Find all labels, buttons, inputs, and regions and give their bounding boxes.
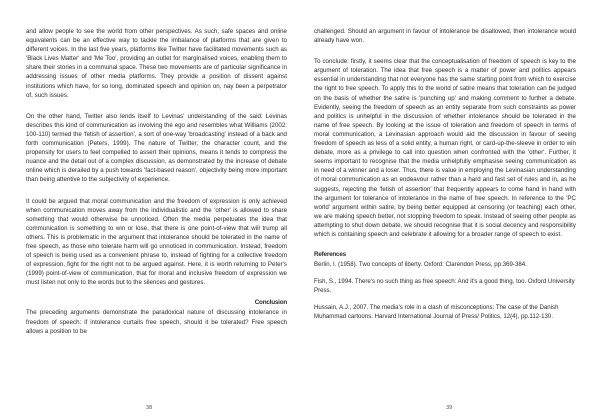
reference-item: Berlin, I. (1958). Two concepts of liberty. Oxford: Clarendon Press, pp.369-384. (314, 261, 527, 269)
page-number: 38 (146, 405, 153, 411)
reference-item: Hussain, A.J., 2007. The media's role in a clash of misconceptions: The case of the Danish Muhammad cartoons. Harvard International Journal of Press/ Politics, 12(4), pp.112-130. (314, 304, 559, 321)
page-number: 39 (446, 405, 453, 411)
reference-item: Fish, S., 1994. There's no such thing as free speech: And it's a good thing, too. Oxford University Press. (314, 278, 575, 295)
body-paragraph: and allow people to see the world from other perspectives. As such, safe spaces and online equivalents can be an effective way to tackle the imbalance of platforms that are given to different voices. In the last five years, platforms like Twitter have facilitated movements such as 'Black Lives Matter' and 'Me Too', providing an outlet for marginalised voices, enabling them to share their stories in a communal space. These two movements are of particular significance in addressing issues of other media platforms. They provide a position of dissent against institutions which have, for so long, dominated speech and opinion on, nay been a perpetrator of, such issues. (26, 28, 287, 99)
right-page (300, 0, 600, 420)
body-paragraph: It could be argued that moral communication and the freedom of expression is only achieved when communication moves away from the individualistic and the 'other' is allowed to share something that would otherwise be unnoticed. Often the media perpetuates the idea that communication is something to win or lose, that there is one point-of-view that will trump all others. This is problematic in the argument that intolerance should be tolerated in the name of free speech, as those who tolerate harm will go unnoticed in communication. Instead, freedom of speech is being used as a convenient phrase to, instead of fighting for a collective freedom of expression, fight for the right not to be argued against. Here, it is worth returning to Peter's (1999) point-of-view of communication, that for moral and inclusive freedom of expression we must listen not only to the words but to the silences and gestures. (26, 197, 287, 287)
conclusion-paragraph: The preceding arguments demonstrate the paradoxical nature of discussing intolerance in freedom of speech: if intolerance curtails free speech, should it be tolerated? Free speech allows a position to be (26, 309, 287, 335)
body-paragraph: To conclude: firstly, it seems clear that the conceptualisation of freedom of speech is key to the argument of toleration. The idea that free speech is a matter of power and politics appears essential in understanding that not everyone has the same starting point from which to exercise the right to free speech. To apply this to the world of satire means that toleration can be judged on the basis of whether the satire is 'punching up' and making comment to further a debate. Evidently, seeing the freedom of speech as an entity separate from such constraints as power and politics is unhelpful in the discussion of whether intolerance should be tolerated in the name of free speech. By looking at the issue of toleration and freedom of speech in terms of moral communication, a Levinasian approach would aid the discussion in favour of seeing freedom of speech as less of a solid entity, a human right, or card-up-the-sleeve in order to win debate, more as a privilege to call into question when confronted with the 'other'. Further, it seems important to recognise that the media unhelpfully emphasise seeing communication as in need of a winner and a loser. Thus, there is value in employing the Levinasian understanding of moral communication as an endeavour rather than a hard and fast set of rules and in, as he suggests, rejecting the 'fetish of assertion' that frequently appears to come hand in hand with the argument for tolerance of intolerance in the name of free speech. In reference to the 'PC world' argument within satire, by being better equipped at censoring (or teaching) each other, we are making speech better, not stopping freedom to speak. Instead of seeing other people as attempting to shut down debate, we should recognise that it is social decency and responsibility which is containing speech and celebrate it allowing for a broader range of speech to exist. (314, 58, 576, 238)
body-paragraph: On the other hand, Twitter also lends itself to Levinas' understanding of the said: Levinas describes this kind of communication as involving the ego and resembles what Williams (2002: 100-110) termed the 'fetish of assertion', a sort of one-way 'broadcasting' instead of a back and forth communication (Peters, 1999). The nature of Twitter, the character count, and the propensity for users to feel compelled to assert their opinions, means it tends to compress the nuance and the detail out of a complex discussion, as demonstrated by the increase of debate online which is derailed by a push towards 'fact-based reason', objectivity being more important than being attentive to the subjectivity of experience. (26, 112, 287, 184)
conclusion-heading: Conclusion (254, 299, 287, 307)
references-heading: References (314, 251, 346, 259)
body-paragraph: challenged. Should an argument in favour of intolerance be disallowed, then intolerance would already have won. (314, 28, 576, 45)
